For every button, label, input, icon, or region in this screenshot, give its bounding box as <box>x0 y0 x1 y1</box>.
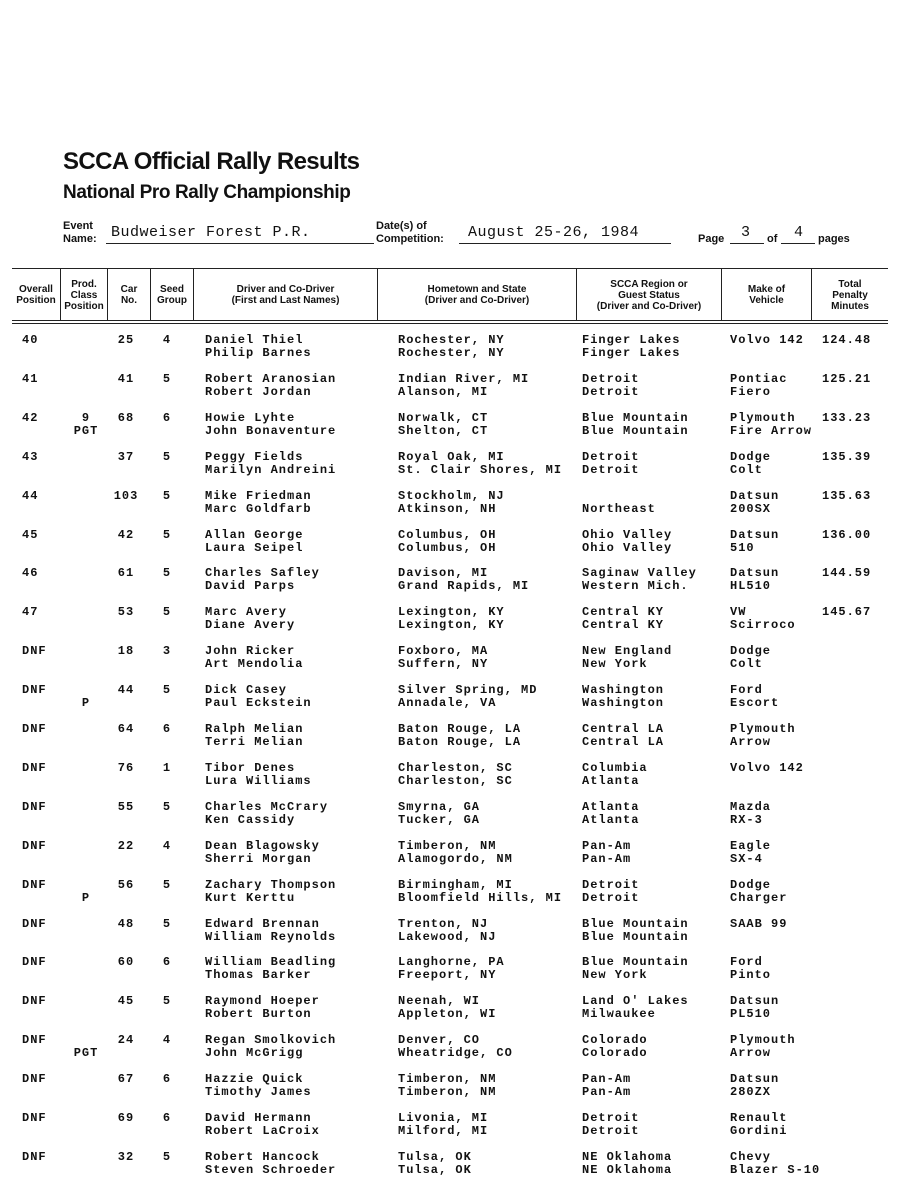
car-number: 44 <box>117 683 135 698</box>
table-row <box>0 606 900 636</box>
hometowns: Foxboro, MA Suffern, NY <box>398 644 489 672</box>
table-row <box>0 801 900 831</box>
class-position <box>64 840 108 853</box>
vehicle-make: Pontiac Fiero <box>730 371 788 399</box>
penalty-minutes <box>822 723 830 736</box>
vehicle-make: Volvo 142 <box>730 760 804 775</box>
penalty-minutes: 125.21 <box>822 371 872 386</box>
driver-names: Robert Aranosian Robert Jordan <box>205 371 337 399</box>
page-number-underline <box>730 243 764 244</box>
overall-position: DNF <box>22 1149 47 1164</box>
car-number: 37 <box>117 449 135 464</box>
hometowns: Norwalk, CT Shelton, CT <box>398 410 489 438</box>
car-number: 42 <box>117 527 135 542</box>
regions: Colorado Colorado <box>582 1033 648 1061</box>
driver-names: Daniel Thiel Philip Barnes <box>205 333 312 360</box>
page-total: 4 <box>794 224 804 241</box>
overall-position: DNF <box>22 877 47 892</box>
overall-position: 46 <box>22 566 39 581</box>
vehicle-make: VW Scirroco <box>730 605 796 633</box>
date-label-line2: Competition: <box>376 233 444 245</box>
regions: Blue Mountain New York <box>582 955 689 983</box>
regions: Pan-Am Pan-Am <box>582 1072 632 1100</box>
car-number: 61 <box>117 566 135 581</box>
date-underline <box>459 243 671 244</box>
overall-position: DNF <box>22 994 47 1009</box>
car-number: 68 <box>117 410 135 425</box>
table-row <box>0 1073 900 1103</box>
column-header-text: Hometown and State (Driver and Co-Driver) <box>424 284 530 306</box>
penalty-minutes <box>822 684 830 697</box>
hometowns: Trenton, NJ Lakewood, NJ <box>398 916 497 944</box>
regions: New England New York <box>582 644 673 672</box>
regions: Detroit Detroit <box>582 1111 640 1138</box>
column-header-text: Make of Vehicle <box>747 284 786 306</box>
date-value: August 25-26, 1984 <box>468 224 640 241</box>
seed-group: 6 <box>162 410 172 425</box>
class-position <box>64 373 108 386</box>
vehicle-make: Datsun 510 <box>730 527 780 555</box>
overall-position: DNF <box>22 955 47 970</box>
driver-names: Mike Friedman Marc Goldfarb <box>205 488 312 516</box>
car-number: 60 <box>117 955 135 970</box>
driver-names: William Beadling Thomas Barker <box>205 955 337 983</box>
column-header-text: Car No. <box>120 284 138 306</box>
page-title: SCCA Official Rally Results <box>63 148 360 175</box>
table-header-top-rule <box>12 268 888 269</box>
class-position <box>64 1151 108 1164</box>
class-position <box>64 334 108 347</box>
table-row <box>0 529 900 559</box>
penalty-minutes: 124.48 <box>822 333 872 347</box>
overall-position: DNF <box>22 838 47 853</box>
penalty-minutes <box>822 762 830 775</box>
class-position <box>64 723 108 736</box>
class-position <box>64 567 108 580</box>
overall-position: 43 <box>22 449 39 464</box>
driver-names: David Hermann Robert LaCroix <box>205 1111 320 1138</box>
table-row <box>0 1112 900 1142</box>
car-number: 55 <box>117 799 135 814</box>
class-position <box>64 490 108 503</box>
hometowns: Rochester, NY Rochester, NY <box>398 333 505 360</box>
car-number: 25 <box>117 333 135 347</box>
hometowns: Silver Spring, MD Annadale, VA <box>398 683 538 711</box>
table-row <box>0 645 900 675</box>
seed-group: 5 <box>162 799 172 814</box>
car-number: 53 <box>117 605 135 620</box>
vehicle-make: Ford Escort <box>730 683 780 711</box>
overall-position: DNF <box>22 722 47 736</box>
vehicle-make: Plymouth Fire Arrow <box>730 410 813 438</box>
seed-group: 3 <box>162 644 172 659</box>
column-header-region <box>577 272 721 318</box>
date-label-line1: Date(s) of <box>376 220 427 232</box>
penalty-minutes <box>822 918 830 931</box>
regions: Pan-Am Pan-Am <box>582 838 632 866</box>
table-row <box>0 879 900 909</box>
penalty-minutes <box>822 1034 830 1047</box>
vehicle-make: Plymouth Arrow <box>730 722 796 749</box>
car-number: 103 <box>113 488 139 503</box>
seed-group: 6 <box>162 1072 172 1087</box>
column-header-car-no <box>108 272 150 318</box>
column-header-seed-group <box>151 272 193 318</box>
class-position <box>64 606 108 619</box>
column-header-text: Overall Position <box>16 284 56 306</box>
car-number: 64 <box>117 722 135 736</box>
class-position <box>64 529 108 542</box>
class-position: P <box>81 696 91 711</box>
class-position: P <box>81 890 91 905</box>
hometowns: Smyrna, GA Tucker, GA <box>398 799 481 827</box>
car-number: 18 <box>117 644 135 659</box>
class-position <box>64 1073 108 1086</box>
table-row <box>0 918 900 948</box>
regions: Blue Mountain Blue Mountain <box>582 916 689 944</box>
seed-group: 5 <box>162 916 172 931</box>
page-total-underline <box>781 243 815 244</box>
driver-names: Robert Hancock Steven Schroeder <box>205 1149 337 1177</box>
table-row <box>0 412 900 442</box>
car-number: 56 <box>117 877 135 892</box>
hometowns: Birmingham, MI Bloomfield Hills, MI <box>398 877 563 905</box>
pages-label: pages <box>818 233 850 245</box>
overall-position: 47 <box>22 605 39 620</box>
column-header-overall-position <box>12 272 60 318</box>
penalty-minutes: 135.63 <box>822 488 872 503</box>
column-header-penalty <box>812 272 888 318</box>
class-position: PGT <box>73 1046 99 1061</box>
of-label: of <box>767 233 778 245</box>
regions: Atlanta Atlanta <box>582 799 640 827</box>
overall-position: 41 <box>22 371 39 386</box>
driver-names: Marc Avery Diane Avery <box>205 605 296 633</box>
penalty-minutes <box>822 801 830 814</box>
seed-group: 4 <box>162 838 172 853</box>
overall-position: DNF <box>22 916 47 931</box>
column-header-text: Prod. Class Position <box>64 278 104 312</box>
column-header-make <box>722 272 811 318</box>
overall-position: 40 <box>22 333 39 347</box>
penalty-minutes <box>822 879 830 892</box>
hometowns: Baton Rouge, LA Baton Rouge, LA <box>398 722 522 749</box>
regions: Central KY Central KY <box>582 605 665 633</box>
driver-names: Edward Brennan William Reynolds <box>205 916 337 944</box>
driver-names: Peggy Fields Marilyn Andreini <box>205 449 337 477</box>
vehicle-make: Dodge Charger <box>730 877 788 905</box>
regions: NE Oklahoma NE Oklahoma <box>582 1149 673 1177</box>
column-header-text: Total Penalty Minutes <box>831 278 869 312</box>
column-header-class-position <box>61 272 107 318</box>
regions: Land O' Lakes Milwaukee <box>582 994 689 1022</box>
table-row <box>0 956 900 986</box>
vehicle-make: Plymouth Arrow <box>730 1033 796 1061</box>
penalty-minutes <box>822 645 830 658</box>
overall-position: DNF <box>22 683 47 698</box>
page-label: Page <box>698 233 725 245</box>
vehicle-make: Datsun 200SX <box>730 488 780 516</box>
seed-group: 5 <box>162 877 172 892</box>
car-number: 22 <box>117 838 135 853</box>
page-number: 3 <box>741 224 751 241</box>
table-row <box>0 684 900 714</box>
driver-names: Charles Safley David Parps <box>205 566 320 594</box>
table-row <box>0 567 900 597</box>
penalty-minutes: 144.59 <box>822 566 872 581</box>
penalty-minutes <box>822 1151 830 1164</box>
seed-group: 4 <box>162 1033 172 1048</box>
vehicle-make: Eagle SX-4 <box>730 838 772 866</box>
hometowns: Indian River, MI Alanson, MI <box>398 371 530 399</box>
seed-group: 5 <box>162 683 172 698</box>
class-position <box>64 801 108 814</box>
car-number: 41 <box>117 371 135 386</box>
seed-group: 5 <box>162 994 172 1009</box>
overall-position: 42 <box>22 410 39 425</box>
driver-names: Hazzie Quick Timothy James <box>205 1072 312 1100</box>
seed-group: 6 <box>162 955 172 970</box>
regions: Saginaw Valley Western Mich. <box>582 566 697 594</box>
event-name: Budweiser Forest P.R. <box>111 224 311 241</box>
regions: Finger Lakes Finger Lakes <box>582 333 681 360</box>
penalty-minutes: 133.23 <box>822 410 872 425</box>
hometowns: Timberon, NM Alamogordo, NM <box>398 838 513 866</box>
seed-group: 5 <box>162 605 172 620</box>
driver-names: Ralph Melian Terri Melian <box>205 722 304 749</box>
overall-position: DNF <box>22 1111 47 1125</box>
vehicle-make: Renault Gordini <box>730 1111 788 1138</box>
table-row <box>0 373 900 403</box>
event-name-underline <box>106 243 374 244</box>
seed-group: 5 <box>162 566 172 581</box>
driver-names: Howie Lyhte John Bonaventure <box>205 410 337 438</box>
penalty-minutes <box>822 1073 830 1086</box>
hometowns: Denver, CO Wheatridge, CO <box>398 1033 513 1061</box>
car-number: 48 <box>117 916 135 931</box>
table-header-bottom-rule <box>12 320 888 321</box>
vehicle-make: Ford Pinto <box>730 955 772 983</box>
vehicle-make: Mazda RX-3 <box>730 799 772 827</box>
hometowns: Lexington, KY Lexington, KY <box>398 605 505 633</box>
vehicle-make: Dodge Colt <box>730 449 772 477</box>
driver-names: Charles McCrary Ken Cassidy <box>205 799 329 827</box>
car-number: 24 <box>117 1033 135 1048</box>
table-header-bottom-rule-2 <box>12 323 888 324</box>
table-row <box>0 1151 900 1181</box>
car-number: 69 <box>117 1111 135 1125</box>
penalty-minutes <box>822 1112 830 1125</box>
event-label-line2: Name: <box>63 233 97 245</box>
page-subtitle: National Pro Rally Championship <box>63 182 351 203</box>
driver-names: Dean Blagowsky Sherri Morgan <box>205 838 320 866</box>
seed-group: 5 <box>162 488 172 503</box>
regions: Central LA Central LA <box>582 722 665 749</box>
vehicle-make: Datsun PL510 <box>730 994 780 1022</box>
seed-group: 5 <box>162 449 172 464</box>
hometowns: Royal Oak, MI St. Clair Shores, MI <box>398 449 563 477</box>
driver-names: Regan Smolkovich John McGrigg <box>205 1033 337 1061</box>
overall-position: DNF <box>22 644 47 659</box>
car-number: 32 <box>117 1149 135 1164</box>
hometowns: Timberon, NM Timberon, NM <box>398 1072 497 1100</box>
vehicle-make: Chevy Blazer S-10 <box>730 1149 821 1177</box>
class-position <box>64 762 108 775</box>
penalty-minutes: 145.67 <box>822 605 872 620</box>
column-header-text: Driver and Co-Driver (First and Last Names) <box>231 284 340 306</box>
seed-group: 5 <box>162 371 172 386</box>
vehicle-make: SAAB 99 <box>730 916 788 931</box>
table-row <box>0 334 900 364</box>
car-number: 76 <box>117 760 135 775</box>
regions: Blue Mountain Blue Mountain <box>582 410 689 438</box>
seed-group: 6 <box>162 1111 172 1125</box>
car-number: 45 <box>117 994 135 1009</box>
regions: Detroit Detroit <box>582 449 640 477</box>
event-label-line1: Event <box>63 220 93 232</box>
regions: Northeast <box>582 501 656 516</box>
table-row <box>0 451 900 481</box>
penalty-minutes <box>822 995 830 1008</box>
penalty-minutes: 136.00 <box>822 527 872 542</box>
regions: Detroit Detroit <box>582 371 640 399</box>
class-position <box>64 645 108 658</box>
overall-position: DNF <box>22 760 47 775</box>
regions: Columbia Atlanta <box>582 760 648 788</box>
table-row <box>0 762 900 792</box>
class-position <box>64 995 108 1008</box>
seed-group: 6 <box>162 722 172 736</box>
class-position <box>64 451 108 464</box>
column-header-driver <box>194 272 377 318</box>
table-row <box>0 1034 900 1064</box>
driver-names: Dick Casey Paul Eckstein <box>205 683 312 711</box>
hometowns: Neenah, WI Appleton, WI <box>398 994 497 1022</box>
class-position <box>64 918 108 931</box>
hometowns: Livonia, MI Milford, MI <box>398 1111 489 1138</box>
seed-group: 1 <box>162 760 172 775</box>
driver-names: Allan George Laura Seipel <box>205 527 304 555</box>
seed-group: 5 <box>162 527 172 542</box>
driver-names: Tibor Denes Lura Williams <box>205 760 312 788</box>
overall-position: DNF <box>22 799 47 814</box>
class-position: 9 PGT <box>73 410 99 438</box>
table-row <box>0 490 900 520</box>
hometowns: Tulsa, OK Tulsa, OK <box>398 1149 472 1177</box>
driver-names: Zachary Thompson Kurt Kerttu <box>205 877 337 905</box>
class-position <box>64 956 108 969</box>
vehicle-make: Datsun 280ZX <box>730 1072 780 1100</box>
table-row <box>0 723 900 753</box>
seed-group: 4 <box>162 333 172 347</box>
overall-position: DNF <box>22 1033 47 1048</box>
column-header-hometown <box>378 272 576 318</box>
column-header-text: SCCA Region or Guest Status (Driver and Co-Driver) <box>596 278 702 312</box>
hometowns: Davison, MI Grand Rapids, MI <box>398 566 530 594</box>
hometowns: Stockholm, NJ Atkinson, NH <box>398 488 505 516</box>
overall-position: 45 <box>22 527 39 542</box>
driver-names: John Ricker Art Mendolia <box>205 644 304 672</box>
regions: Detroit Detroit <box>582 877 640 905</box>
penalty-minutes <box>822 840 830 853</box>
seed-group: 5 <box>162 1149 172 1164</box>
overall-position: DNF <box>22 1072 47 1087</box>
car-number: 67 <box>117 1072 135 1087</box>
overall-position: 44 <box>22 488 39 503</box>
regions: Ohio Valley Ohio Valley <box>582 527 673 555</box>
driver-names: Raymond Hoeper Robert Burton <box>205 994 320 1022</box>
hometowns: Charleston, SC Charleston, SC <box>398 760 513 788</box>
hometowns: Langhorne, PA Freeport, NY <box>398 955 505 983</box>
vehicle-make: Volvo 142 <box>730 333 804 347</box>
vehicle-make: Datsun HL510 <box>730 566 780 594</box>
vehicle-make: Dodge Colt <box>730 644 772 672</box>
penalty-minutes: 135.39 <box>822 449 872 464</box>
penalty-minutes <box>822 956 830 969</box>
regions: Washington Washington <box>582 683 665 711</box>
column-header-text: Seed Group <box>157 284 187 306</box>
class-position <box>64 1112 108 1125</box>
table-row <box>0 840 900 870</box>
table-row <box>0 995 900 1025</box>
hometowns: Columbus, OH Columbus, OH <box>398 527 497 555</box>
